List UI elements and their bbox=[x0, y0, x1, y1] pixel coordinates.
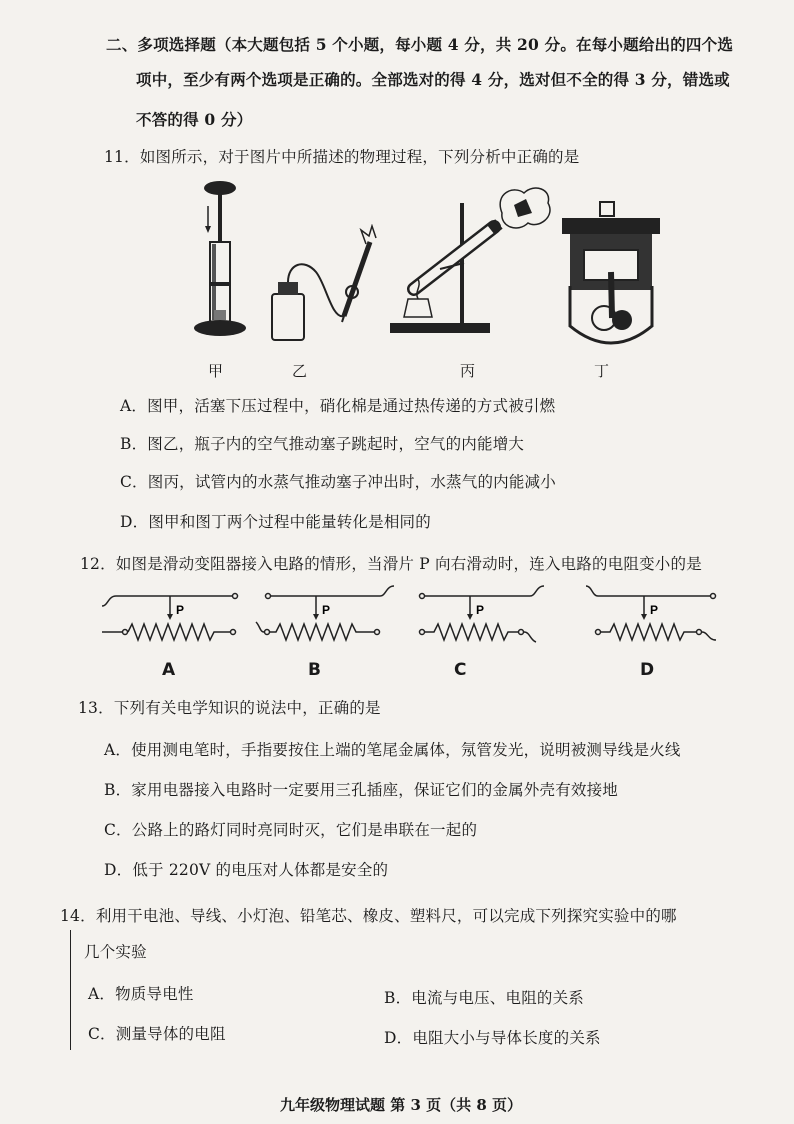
figure-yi-bottle-pump bbox=[266, 224, 381, 344]
figure-label-yi: 乙 bbox=[292, 362, 308, 380]
page-footer: 九年级物理试题 第 3 页（共 8 页） bbox=[280, 1096, 522, 1114]
q14-option-a: A．物质导电性 bbox=[88, 985, 194, 1003]
q13-option-c: C．公路上的路灯同时亮同时灭，它们是串联在一起的 bbox=[104, 821, 478, 839]
q13-option-d: D．低于 220V 的电压对人体都是安全的 bbox=[104, 861, 389, 879]
rheostat-figure-c bbox=[408, 582, 554, 644]
q13-option-b: B．家用电器接入电路时一定要用三孔插座，保证它们的金属外壳有效接地 bbox=[104, 781, 618, 799]
q12-stem: 12．如图是滑动变阻器接入电路的情形，当滑片 P 向右滑动时，连入电路的电阻变小的是 bbox=[80, 555, 702, 573]
figure-jia-fire-syringe bbox=[190, 178, 250, 344]
rheostat-label-d: D bbox=[640, 660, 655, 680]
q14-stem-line2: 几个实验 bbox=[84, 943, 147, 961]
q14-option-b: B．电流与电压、电阻的关系 bbox=[384, 989, 584, 1007]
rheostat-label-a: A bbox=[162, 660, 176, 680]
rheostat-figure-d bbox=[582, 582, 728, 644]
rheostat-figure-b bbox=[252, 582, 398, 644]
q13-option-a: A．使用测电笔时，手指要按住上端的笔尾金属体，氖管发光，说明被测导线是火线 bbox=[104, 741, 681, 759]
q14-option-c: C．测量导体的电阻 bbox=[88, 1025, 226, 1043]
q11-option-d: D．图甲和图丁两个过程中能量转化是相同的 bbox=[120, 513, 431, 531]
slider-label-b: P bbox=[322, 603, 331, 617]
figure-bing-test-tube bbox=[384, 183, 554, 343]
q14-stem-line1: 14．利用干电池、导线、小灯泡、铅笔芯、橡皮、塑料尺，可以完成下列探究实验中的哪 bbox=[60, 907, 677, 925]
q13-stem: 13．下列有关电学知识的说法中，正确的是 bbox=[78, 699, 381, 717]
q11-option-a: A．图甲，活塞下压过程中，硝化棉是通过热传递的方式被引燃 bbox=[120, 397, 556, 415]
slider-label-c: P bbox=[476, 603, 485, 617]
q11-option-b: B．图乙，瓶子内的空气推动塞子跳起时，空气的内能增大 bbox=[120, 435, 525, 453]
q11-stem: 11．如图所示，对于图片中所描述的物理过程，下列分析中正确的是 bbox=[104, 148, 580, 166]
rheostat-figure-a bbox=[98, 582, 244, 644]
figure-label-ding: 丁 bbox=[594, 362, 610, 380]
rheostat-label-b: B bbox=[308, 660, 321, 680]
figure-label-bing: 丙 bbox=[460, 362, 476, 380]
margin-bracket-line bbox=[70, 930, 71, 1050]
slider-label-a: P bbox=[176, 603, 185, 617]
q14-option-d: D．电阻大小与导体长度的关系 bbox=[384, 1029, 601, 1047]
slider-label-d: P bbox=[650, 603, 659, 617]
rheostat-label-c: C bbox=[454, 660, 467, 680]
figure-label-jia: 甲 bbox=[208, 362, 224, 380]
section-heading-line1: 二、多项选择题（本大题包括 5 个小题，每小题 4 分，共 20 分。在每小题给出的四个选 bbox=[106, 35, 734, 54]
q11-option-c: C．图丙，试管内的水蒸气推动塞子冲出时，水蒸气的内能减小 bbox=[120, 473, 556, 491]
section-heading-line2: 项中，至少有两个选项是正确的。全部选对的得 4 分，选对但不全的得 3 分，错选或 bbox=[136, 70, 730, 89]
section-heading-line3: 不答的得 0 分） bbox=[136, 110, 253, 129]
figure-ding-engine bbox=[556, 200, 666, 350]
